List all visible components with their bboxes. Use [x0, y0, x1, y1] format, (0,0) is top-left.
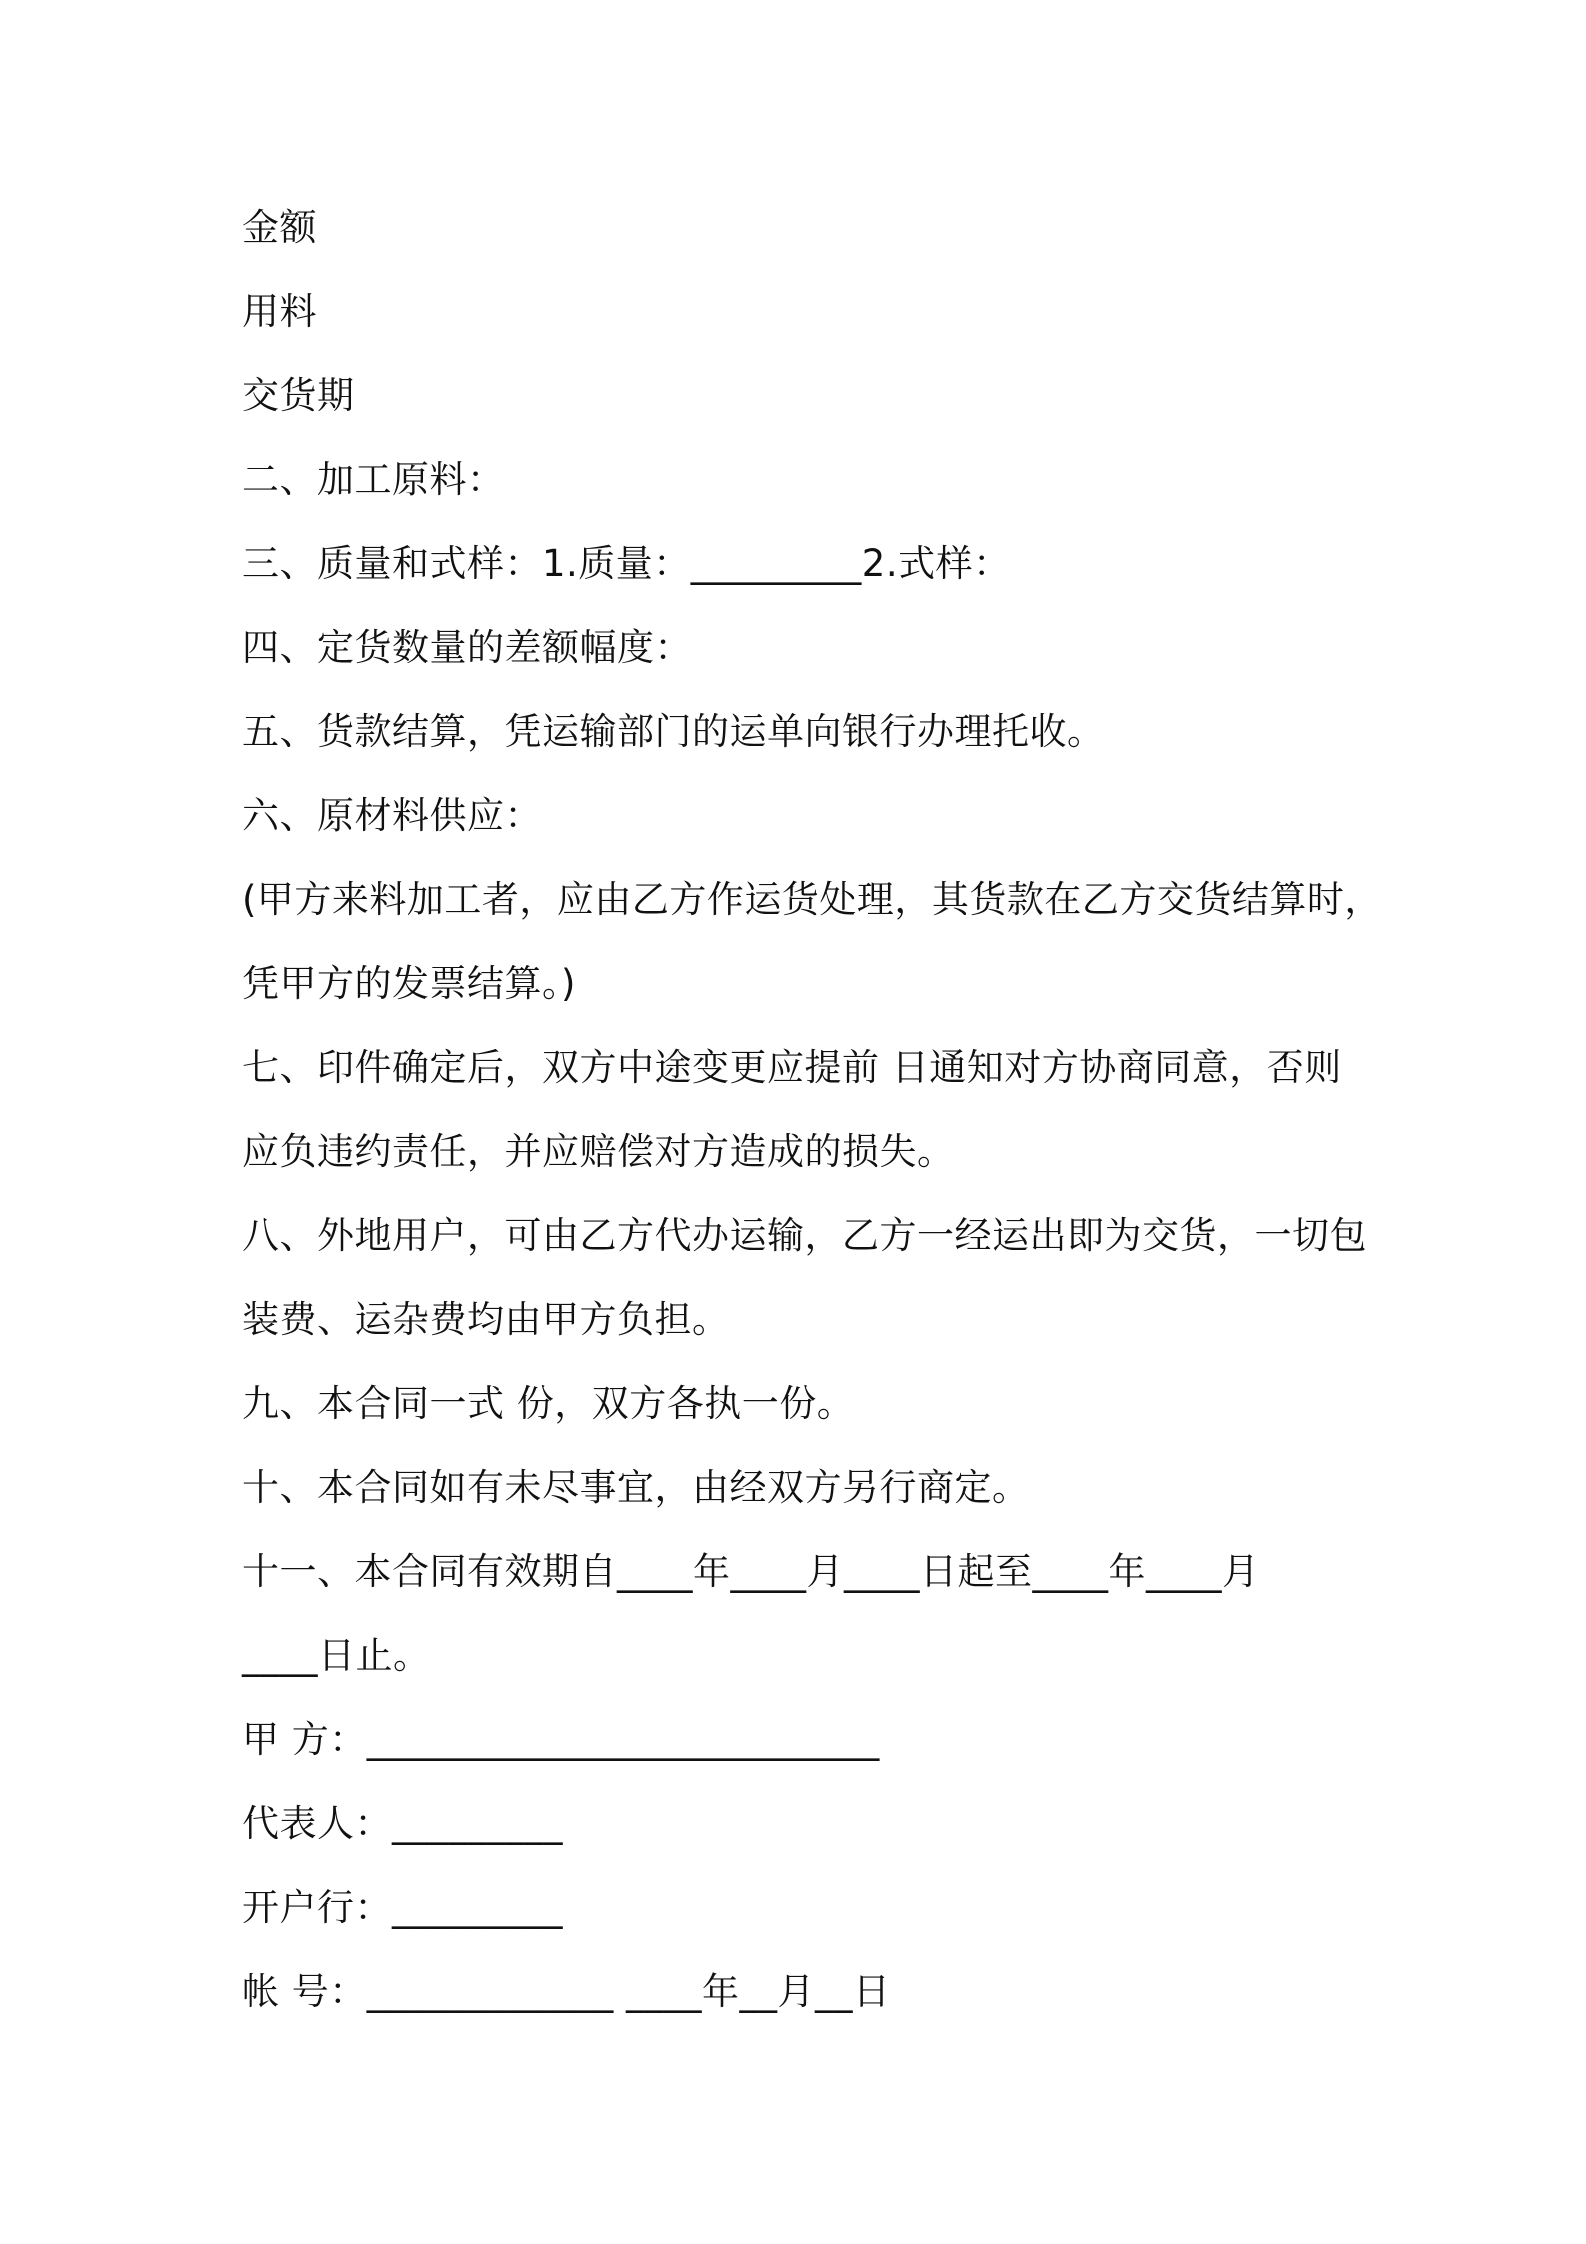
clause-2-raw-materials: 二、加工原料：	[242, 458, 505, 501]
clause-5-payment: 五、货款结算，凭运输部门的运单向银行办理托收。	[242, 710, 1105, 753]
clause-6-note-line-2: 凭甲方的发票结算。)	[242, 962, 576, 1005]
signature-bank: 开户行：_________	[242, 1886, 563, 1929]
signature-representative: 代表人：_________	[242, 1802, 563, 1845]
clause-8-line-1: 八、外地用户，可由乙方代办运输，乙方一经运出即为交货，一切包	[242, 1214, 1367, 1257]
signature-account-date: 帐 号：_____________ ____年__月__日	[242, 1970, 891, 2013]
clause-6-material-supply: 六、原材料供应：	[242, 794, 542, 837]
item-delivery-date: 交货期	[242, 374, 355, 417]
clause-4-quantity-tolerance: 四、定货数量的差额幅度：	[242, 626, 692, 669]
clause-3-quality-style: 三、质量和式样：1.质量：_________2.式样：	[242, 542, 1011, 585]
clause-7-line-1: 七、印件确定后，双方中途变更应提前 日通知对方协商同意，否则	[242, 1046, 1342, 1089]
clause-11-validity-line-1: 十一、本合同有效期自____年____月____日起至____年____月	[242, 1550, 1260, 1593]
item-material: 用料	[242, 290, 317, 333]
clause-9-copies: 九、本合同一式 份，双方各执一份。	[242, 1382, 855, 1425]
clause-10-other-matters: 十、本合同如有未尽事宜，由经双方另行商定。	[242, 1466, 1030, 1509]
clause-7-line-2: 应负违约责任，并应赔偿对方造成的损失。	[242, 1130, 955, 1173]
item-amount: 金额	[242, 206, 317, 249]
clause-8-line-2: 装费、运杂费均由甲方负担。	[242, 1298, 730, 1341]
clause-6-note-line-1: (甲方来料加工者，应由乙方作运货处理，其货款在乙方交货结算时，	[242, 878, 1382, 921]
document-page	[242, 0, 1382, 2244]
clause-11-validity-line-2: ____日止。	[242, 1634, 431, 1677]
signature-party-a: 甲 方：___________________________	[242, 1718, 880, 1761]
